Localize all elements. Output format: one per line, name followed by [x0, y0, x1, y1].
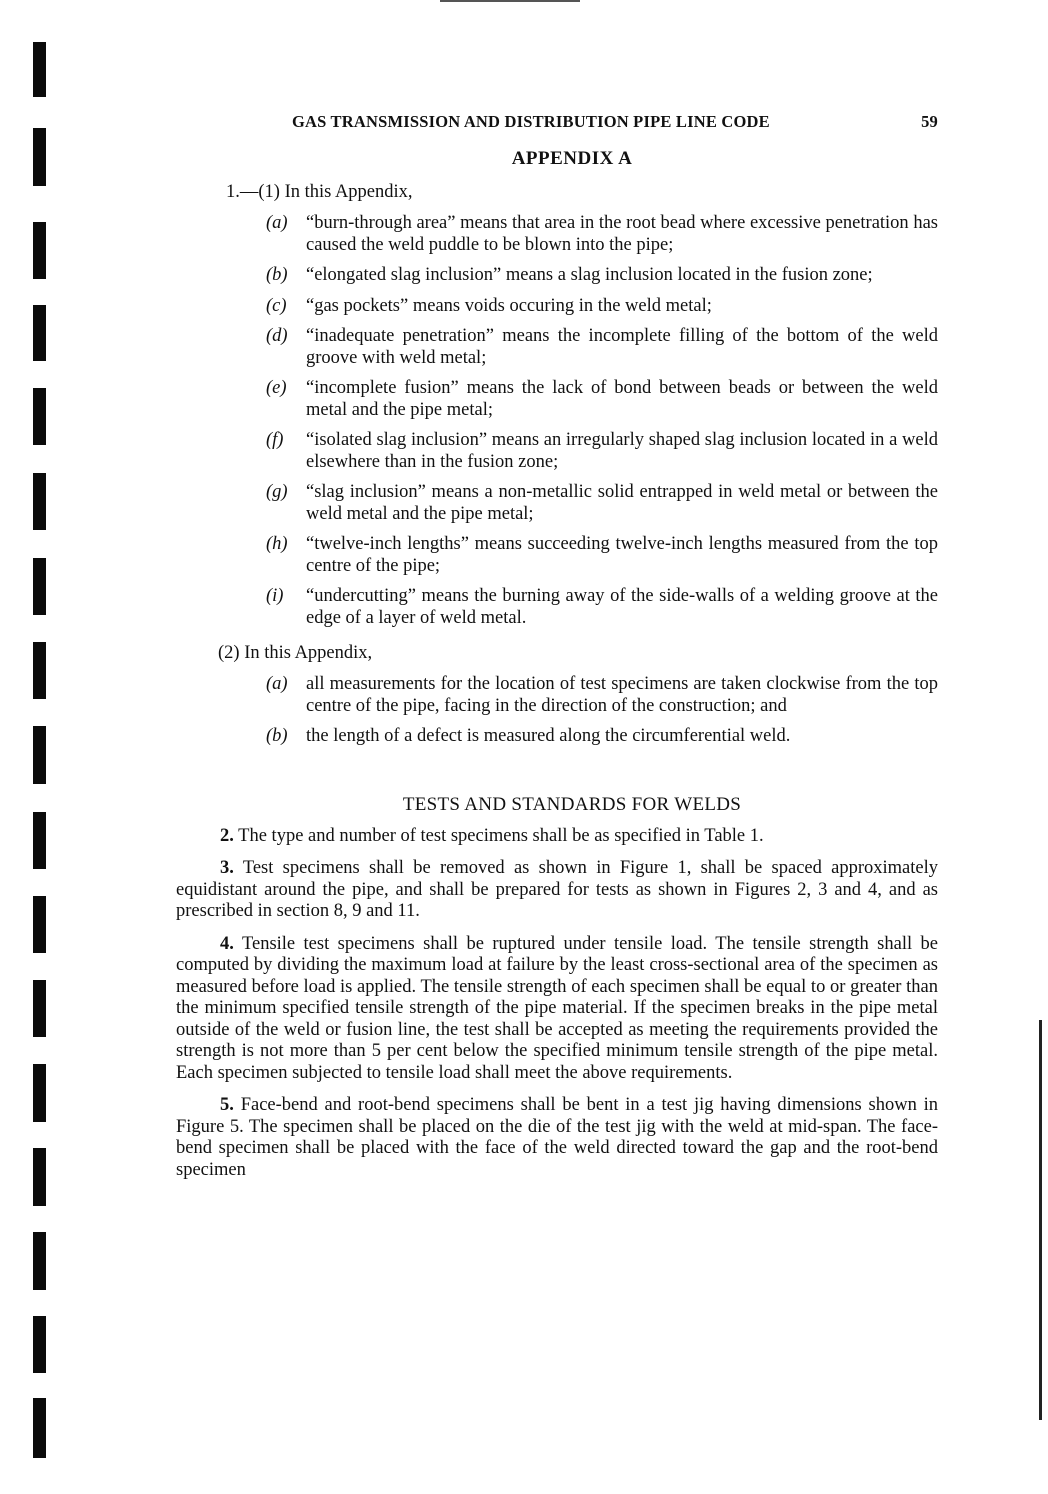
definition-item [176, 326, 938, 369]
binding-mark [33, 1316, 46, 1373]
binding-mark [33, 726, 46, 784]
item-text: “inadequate penetration” means the incomplete filling of the bottom of the weld groove with weld metal; [306, 326, 938, 368]
item-label: (b) [266, 265, 288, 285]
document-page [176, 112, 938, 1192]
definition-item [176, 265, 938, 287]
binding-mark [33, 1232, 46, 1290]
item-label: (d) [266, 326, 288, 346]
scan-edge-line [1039, 1020, 1042, 1420]
item-label: (a) [266, 674, 288, 694]
paragraph-3 [176, 858, 938, 923]
item-text: “slag inclusion” means a non-metallic solid entrapped in weld metal or between the weld metal and the pipe metal; [306, 482, 938, 524]
item-text: all measurements for the location of test specimens are taken clockwise from the top centre of the pipe, facing in the direction of the construction; and [306, 674, 938, 716]
tests-heading: TESTS AND STANDARDS FOR WELDS [402, 793, 742, 815]
item-label: (g) [266, 482, 288, 502]
paragraph-text: Test specimens shall be removed as shown in Figure 1, shall be spaced approximately equidistant around the pipe, and shall be prepared for tests as shown in Figures 2, 3 and 4, and as prescribed in section 8, 9 and 11. [176, 858, 939, 921]
definition-item [176, 482, 938, 525]
definition-item [176, 534, 938, 577]
measurement-item [176, 726, 938, 748]
paragraph-number: 2. [220, 825, 234, 846]
paragraph-number: 5. [220, 1095, 234, 1115]
item-text: “undercutting” means the burning away of the side-walls of a welding groove at the edge of a layer of weld metal. [306, 586, 938, 628]
measurement-list [176, 674, 938, 748]
paragraph-text: The type and number of test specimens shall be as specified in Table 1. [238, 825, 764, 846]
binding-mark [33, 1064, 46, 1122]
item-text: “gas pockets” means voids occuring in the weld metal; [306, 295, 712, 316]
binding-mark [33, 1148, 46, 1206]
definition-item [176, 378, 938, 421]
binding-mark [33, 1398, 46, 1458]
header-title: GAS TRANSMISSION AND DISTRIBUTION PIPE LINE CODE [292, 112, 770, 131]
binding-mark [33, 473, 46, 530]
paragraph-text: Face-bend and root-bend specimens shall be bent in a test jig having dimensions shown in Figure 5. The specimen shall be placed on the die of the test jig with the weld at mid-span. The face-bend specimen shall be placed with the face of the weld directed toward the gap and the root-bend specimen [176, 1095, 939, 1180]
binding-mark [33, 388, 46, 445]
running-header [176, 112, 938, 132]
definition-item [176, 430, 938, 473]
item-text: “incomplete fusion” means the lack of bond between beads or between the weld metal and the pipe metal; [306, 378, 938, 420]
item-label: (c) [266, 295, 287, 316]
binding-mark [33, 642, 46, 699]
item-label: (i) [266, 586, 284, 606]
definition-item [176, 296, 938, 318]
paragraph-number: 3. [220, 858, 234, 878]
item-label: (h) [266, 534, 288, 554]
item-text: “twelve-inch lengths” means succeeding twelve-inch lengths measured from the top centre of the pipe; [306, 534, 938, 576]
appendix-title: APPENDIX A [511, 148, 633, 169]
section-1-lead: 1.—(1) In this Appendix, [226, 182, 413, 202]
page-number: 59 [921, 112, 938, 131]
item-label: (f) [266, 430, 284, 450]
binding-mark [33, 305, 46, 361]
paragraph-2 [176, 826, 938, 848]
item-text: “isolated slag inclusion” means an irregularly shaped slag inclusion located in a weld elsewhere than in the fusion zone; [306, 430, 938, 472]
definitions-list [176, 213, 938, 629]
item-text: the length of a defect is measured along the circumferential weld. [306, 726, 791, 746]
paragraph-5 [176, 1095, 938, 1181]
binding-mark [33, 558, 46, 615]
binding-mark [33, 896, 46, 953]
definition-item [176, 213, 938, 256]
item-text: “burn-through area” means that area in the root bead where excessive penetration has caused the weld puddle to be blown into the pipe; [306, 213, 938, 255]
scan-top-rule [440, 0, 580, 2]
definition-item [176, 586, 938, 629]
paragraph-number: 4. [220, 933, 234, 954]
binding-marks [0, 0, 60, 1494]
binding-mark [33, 128, 46, 186]
item-label: (a) [266, 213, 288, 233]
item-label: (e) [266, 378, 287, 398]
binding-mark [33, 980, 46, 1037]
measurement-item [176, 674, 938, 717]
binding-mark [33, 42, 46, 97]
item-text: “elongated slag inclusion” means a slag inclusion located in the fusion zone; [306, 265, 873, 285]
binding-mark [33, 812, 46, 869]
paragraph-text: Tensile test specimens shall be ruptured under tensile load. The tensile strength shall be computed by dividing the maximum load at failure by the least cross-sectional area of the specimen as measured before load is applied. The tensile strength of each specimen shall be equal to or greater than the minimum specified tensile strength of the pipe material. If the specimen breaks in the pipe metal outside of the weld or fusion line, the test shall be accepted as meeting the requirements provided the strength is not more than 5 per cent below the specified minimum tensile strength of the pipe metal. Each specimen subjected to tensile load shall meet the above requirements. [176, 933, 938, 1083]
item-label: (b) [266, 726, 288, 746]
paragraph-4 [176, 934, 938, 1085]
section-2-lead: (2) In this Appendix, [218, 643, 373, 663]
binding-mark [33, 222, 46, 279]
